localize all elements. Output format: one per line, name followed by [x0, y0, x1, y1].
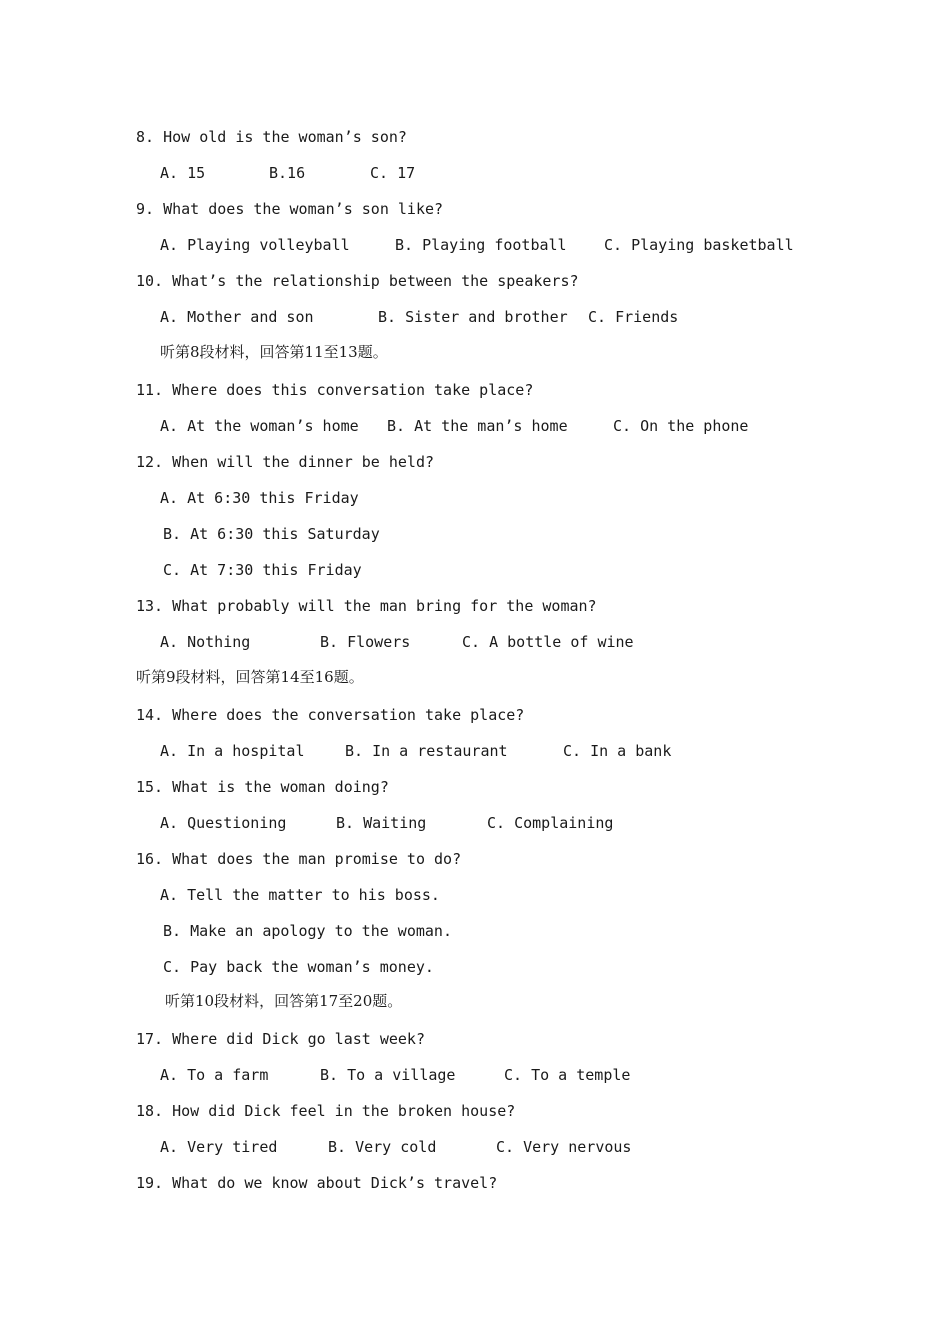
option-a: A. Playing volleyball: [160, 236, 350, 254]
option-c: C. Pay back the woman’s money.: [163, 958, 434, 976]
option-a: A. Mother and son: [160, 308, 314, 326]
option-b: B. Playing football: [395, 236, 567, 254]
option-c: C. On the phone: [613, 417, 749, 435]
option-b: B. Very cold: [328, 1138, 437, 1156]
option-c: C. Very nervous: [496, 1138, 632, 1156]
option-c: C. 17: [370, 164, 416, 182]
option-b: B.16: [269, 164, 306, 182]
option-a: A. Tell the matter to his boss.: [160, 886, 440, 904]
option-a: A. 15: [160, 164, 206, 182]
question-10: 10. What’s the relationship between the speakers?: [136, 272, 579, 290]
option-c: C. A bottle of wine: [462, 633, 634, 651]
option-b: B. Make an apology to the woman.: [163, 922, 452, 940]
option-c: C. Playing basketball: [604, 236, 794, 254]
option-c: C. Friends: [588, 308, 679, 326]
question-15: 15. What is the woman doing?: [136, 778, 389, 796]
option-b: B. Waiting: [336, 814, 427, 832]
option-a: A. Very tired: [160, 1138, 278, 1156]
option-b: B. In a restaurant: [345, 742, 508, 760]
question-16: 16. What does the man promise to do?: [136, 850, 462, 868]
question-17: 17. Where did Dick go last week?: [136, 1030, 425, 1048]
question-19: 19. What do we know about Dick’s travel?: [136, 1174, 498, 1192]
question-13: 13. What probably will the man bring for the woman?: [136, 597, 597, 615]
option-a: A. Questioning: [160, 814, 287, 832]
section-heading-10: 听第10段材料，回答第17至20题。: [165, 992, 403, 1010]
option-a: A. Nothing: [160, 633, 251, 651]
section-heading-8: 听第8段材料，回答第11至13题。: [160, 343, 388, 361]
question-18: 18. How did Dick feel in the broken house?: [136, 1102, 516, 1120]
question-9: 9. What does the woman’s son like?: [136, 200, 444, 218]
option-b: B. To a village: [320, 1066, 456, 1084]
option-a: A. At 6:30 this Friday: [160, 489, 359, 507]
question-8: 8. How old is the woman’s son?: [136, 128, 407, 146]
option-a: A. At the woman’s home: [160, 417, 359, 435]
option-b: B. Flowers: [320, 633, 411, 651]
section-heading-9: 听第9段材料，回答第14至16题。: [136, 668, 364, 686]
option-c: C. In a bank: [563, 742, 672, 760]
option-c: C. Complaining: [487, 814, 614, 832]
question-11: 11. Where does this conversation take place?: [136, 381, 534, 399]
option-b: B. At the man’s home: [387, 417, 568, 435]
question-12: 12. When will the dinner be held?: [136, 453, 435, 471]
option-c: C. To a temple: [504, 1066, 631, 1084]
option-b: B. Sister and brother: [378, 308, 568, 326]
option-a: A. In a hospital: [160, 742, 305, 760]
option-a: A. To a farm: [160, 1066, 269, 1084]
option-b: B. At 6:30 this Saturday: [163, 525, 380, 543]
question-14: 14. Where does the conversation take place?: [136, 706, 525, 724]
option-c: C. At 7:30 this Friday: [163, 561, 362, 579]
